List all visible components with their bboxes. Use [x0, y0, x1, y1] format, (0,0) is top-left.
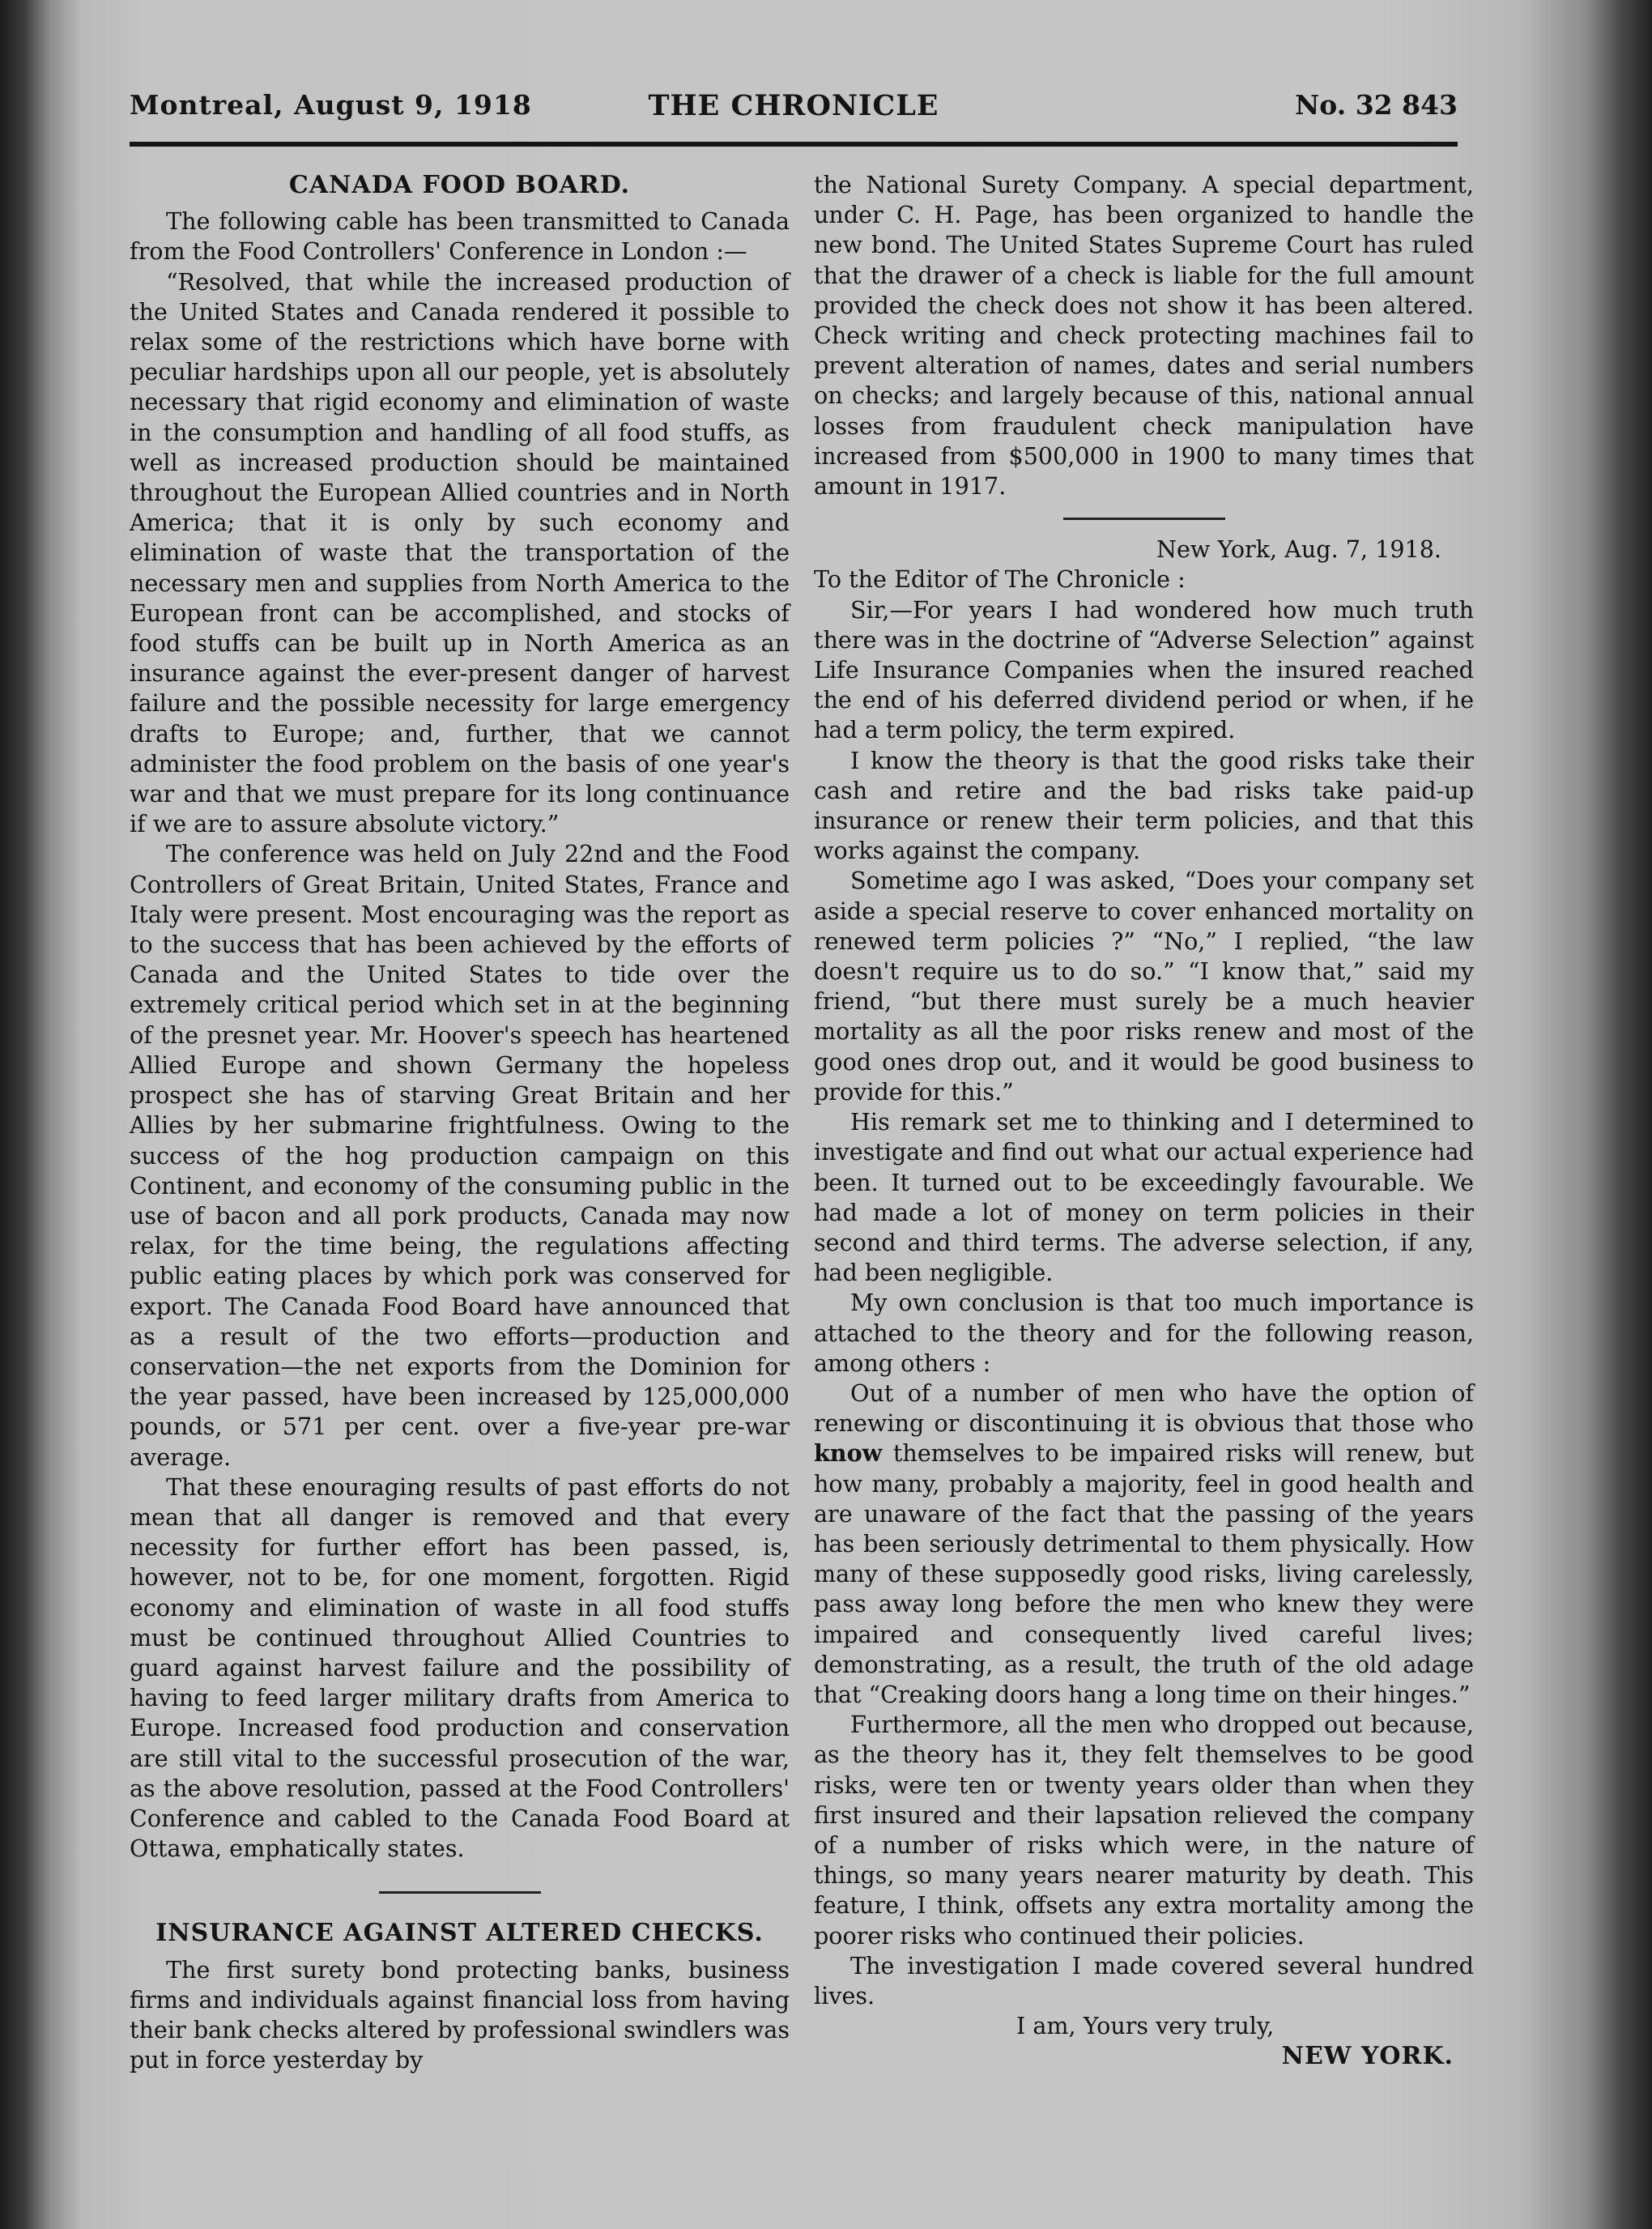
letter-closing: I am, Yours very truly,: [1016, 2012, 1275, 2040]
header-dateline: Montreal, August 9, 1918: [130, 89, 532, 121]
food-board-title: CANADA FOOD BOARD.: [288, 171, 631, 199]
altered-checks-paragraph-continued: the National Surety Company. A special department, under C. H. Page, has been organized to handle the new bond. The United States Supreme Court has ruled that the drawer of a check is liable for the full amount provided the check does not show it has been altered. Check writing and check protecting machines fail to prevent alteration of names, dates and serial numbers on checks; and largely because of this, national annual losses from fraudulent check manipulation have increased from $500,000 in 1900 to many times that amount in 1917.: [814, 171, 1474, 501]
letter-dateline: New York, Aug. 7, 1918.: [1156, 535, 1441, 564]
altered-checks-paragraph-start: The first surety bond protecting banks, business firms and individuals against financial loss from having their bank checks altered by professional swindlers was put in force yesterday by: [130, 1955, 790, 2074]
header-rule: [130, 142, 1458, 147]
left-column: [130, 170, 790, 2075]
right-column: [814, 170, 1474, 2072]
header-issue-page-number: No. 32 843: [1295, 89, 1458, 121]
page-header: [130, 89, 1458, 138]
altered-checks-title: INSURANCE AGAINST ALTERED CHECKS.: [155, 1919, 764, 1948]
section-divider: [379, 1891, 541, 1894]
letter-paragraph-3: Sometime ago I was asked, “Does your company set aside a special reserve to cover enhanced mortality on renewed term policies ?” “No,” I replied, “the law doesn't require us to do so.” “I know that,” said my friend, “but there must surely be a much heavier mortality as all the poor risks renew and most of the good ones drop out, and it would be good business to provide for this.”: [814, 867, 1474, 1106]
letter-paragraph-2: I know the theory is that the good risks take their cash and retire and the bad risks take paid-up insurance or renew their term policies, and that this works against the company.: [814, 746, 1474, 865]
food-board-paragraph-2: “Resolved, that while the increased production of the United States and Canada rendered it possible to relax some of the restrictions which have borne with peculiar hardships upon all our people, yet is absolutely necessary that rigid economy and elimination of waste in the consumption and handling of all food stuffs, as well as increased production should be maintained throughout the European Allied countries and in North America; that it is only by such economy and elimination of waste that the transportation of the necessary men and supplies from North America to the European front can be accomplished, and stocks of food stuffs can be built up in North America as an insurance against the ever-present danger of harvest failure and the possible necessity for large emergency drafts to Europe; and, further, that we cannot administer the food problem on the basis of one year's war and that we must prepare for its long continuance if we are to assure absolute victory.”: [130, 267, 790, 838]
letter-paragraph-6: [814, 1379, 1474, 1710]
letter-divider: [1063, 518, 1225, 520]
header-publication-title: THE CHRONICLE: [648, 89, 939, 122]
emphasized-word: know: [814, 1439, 883, 1468]
letter-paragraph-6-start: Out of a number of men who have the option of renewing or discontinuing it is obvious that those who: [814, 1379, 1474, 1438]
food-board-paragraph-4: That these enouraging results of past efforts do not mean that all danger is removed and that every necessity for further effort has been passed, is, however, not to be, for one moment, forgotten. Rigid economy and elimination of waste in all food stuffs must be continued throughout Allied Countries to guard against harvest failure and the possibility of having to feed larger military drafts from America to Europe. Increased food production and conservation are still vital to the successful prosecution of the war, as the above resolution, passed at the Food Controllers' Conference and cabled to the Canada Food Board at Ottawa, emphatically states.: [130, 1473, 790, 1863]
food-board-paragraph-3: The conference was held on July 22nd and the Food Controllers of Great Britain, United States, France and Italy were present. Most encouraging was the report as to the success that has been achieved by the efforts of Canada and the United States to tide over the extremely critical period which set in at the beginning of the presnet year. Mr. Hoover's speech has heartened Allied Europe and shown Germany the hopeless prospect she has of starving Great Britain and her Allies by her submarine frightfulness. Owing to the success of the hog production campaign on this Continent, and economy of the consuming public in the use of bacon and all pork products, Canada may now relax, for the time being, the regulations affecting public eating places by which pork was conserved for export. The Canada Food Board have announced that as a result of the two efforts—production and conservation—the net exports from the Dominion for the year passed, have been increased by 125,000,000 pounds, or 571 per cent. over a five-year pre-war average.: [130, 840, 790, 1471]
letter-paragraph-5: My own conclusion is that too much importance is attached to the theory and for the following reason, among others :: [814, 1289, 1474, 1377]
letter-paragraph-4: His remark set me to thinking and I determined to investigate and find out what our actual experience had been. It turned out to be exceedingly favourable. We had made a lot of money on term policies in their second and third terms. The adverse selection, if any, had been negligible.: [814, 1108, 1474, 1287]
letter-paragraph-1: Sir,—For years I had wondered how much truth there was in the doctrine of “Adverse Selection” against Life Insurance Companies when the insured reached the end of his deferred dividend period or when, if he had a term policy, the term expired.: [814, 595, 1474, 744]
food-board-paragraph-1: The following cable has been transmitted to Canada from the Food Controllers' Conference in London :—: [130, 207, 790, 266]
letter-paragraph-8: The investigation I made covered several hundred lives.: [814, 1951, 1474, 2010]
letter-paragraph-7: Furthermore, all the men who dropped out because, as the theory has it, they felt themselves to be good risks, were ten or twenty years older than when they first insured and their lapsation relieved the company of a number of risks which were, in the nature of things, so many years nearer maturity by death. This feature, I think, offsets any extra mortality among the poorer risks who continued their policies.: [814, 1711, 1474, 1950]
newspaper-page: [97, 57, 1603, 2203]
letter-signature: NEW YORK.: [1281, 2042, 1454, 2071]
letter-paragraph-6-end: themselves to be impaired risks will renew, but how many, probably a majority, feel in good health and are unaware of the fact that the passing of the years has been seriously detrimental to them physically. How many of these supposedly good risks, living carelessly, pass away long before the men who knew they were impaired and consequently lived careful lives; demonstrating, as a result, the truth of the old adage that “Creaking doors hang a long time on their hinges.”: [814, 1439, 1474, 1708]
letter-salutation: To the Editor of The Chronicle :: [814, 565, 1186, 594]
